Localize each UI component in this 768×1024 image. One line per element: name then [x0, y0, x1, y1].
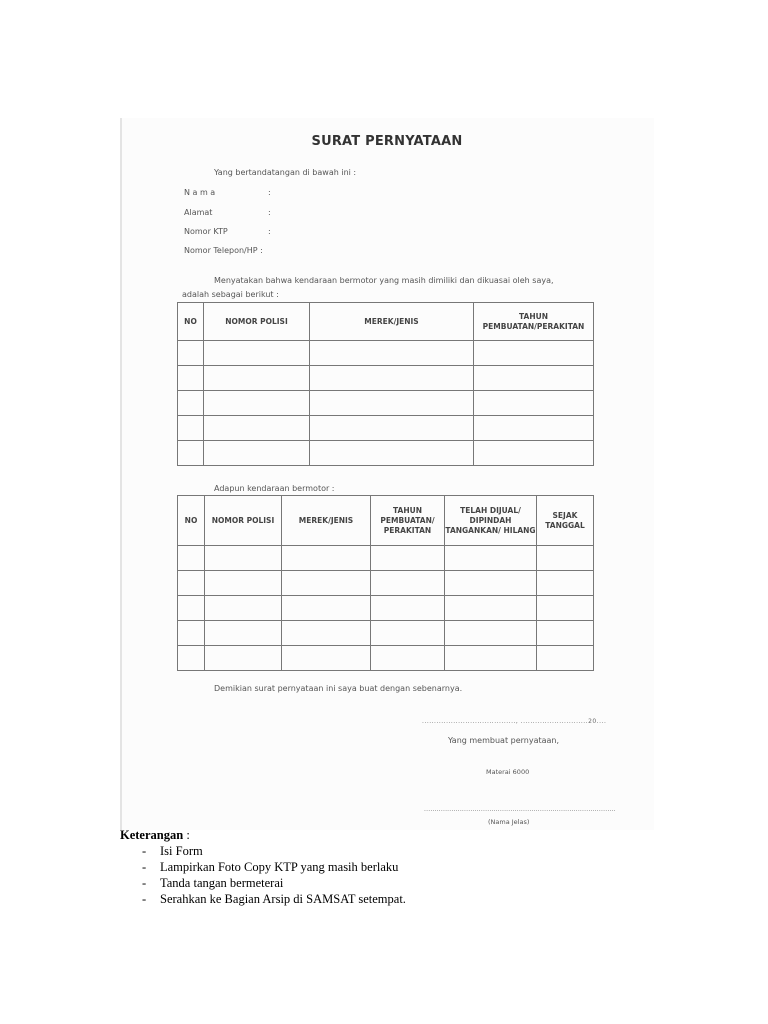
table-header-row [178, 303, 594, 341]
col-sejak-tanggal: SEJAK TANGGAL [537, 496, 594, 546]
list-item [120, 875, 392, 891]
col-merek-jenis: MEREK/JENIS [310, 303, 474, 341]
col-nomor-polisi: NOMOR POLISI [204, 303, 310, 341]
table-row [178, 391, 594, 416]
col-tahun-pembuatan: TAHUN PEMBUATAN/ PERAKITAN [371, 496, 445, 546]
col-nomor-polisi: NOMOR POLISI [205, 496, 282, 546]
notes-heading-colon: : [183, 828, 190, 842]
col-no: NO [178, 303, 204, 341]
note-text: Serahkan ke Bagian Arsip di SAMSAT setempat. [160, 892, 406, 906]
stamp-label: Materai 6000 [486, 768, 530, 776]
table-row [178, 621, 594, 646]
table-row [178, 571, 594, 596]
list-item [120, 891, 406, 907]
vehicle-owned-table [177, 302, 594, 466]
col-tahun-pembuatan: TAHUN PEMBUATAN/PERAKITAN [474, 303, 594, 341]
name-caption: (Nama Jelas) [488, 818, 530, 826]
col-merek-jenis: MEREK/JENIS [282, 496, 371, 546]
form-title: SURAT PERNYATAAN [311, 134, 463, 149]
field-nama-colon: : [268, 188, 271, 197]
notes-heading: Keterangan [120, 828, 184, 842]
field-nama-label: N a m a [184, 188, 216, 197]
table-row [178, 546, 594, 571]
field-alamat-label: Alamat [184, 208, 213, 217]
table-header-row [178, 496, 594, 546]
scanned-form [120, 118, 654, 830]
notes-heading-row [120, 828, 392, 843]
intro-text: Yang bertandatangan di bawah ini : [214, 168, 357, 177]
signer-label: Yang membuat pernyataan, [448, 736, 560, 745]
bullet-dash: - [142, 860, 147, 874]
name-line: ........................................................................................... [424, 806, 616, 813]
place-date-line: ......................................., ............................20.... [422, 718, 607, 725]
bullet-dash: - [142, 844, 147, 858]
col-status: TELAH DIJUAL/ DIPINDAH TANGANKAN/ HILANG [445, 496, 537, 546]
table-row [178, 366, 594, 391]
note-text: Tanda tangan bermeterai [160, 876, 284, 890]
section2-text: Adapun kendaraan bermotor : [214, 484, 335, 493]
statement-line-2: adalah sebagai berikut : [182, 290, 279, 299]
bullet-dash: - [142, 876, 147, 890]
vehicle-transferred-table [177, 495, 594, 671]
table-row [178, 596, 594, 621]
notes-list [120, 843, 406, 907]
table-row [178, 646, 594, 671]
closing-text: Demikian surat pernyataan ini saya buat dengan sebenarnya. [214, 684, 463, 693]
table-row [178, 416, 594, 441]
statement-line-1: Menyatakan bahwa kendaraan bermotor yang masih dimiliki dan dikuasai oleh saya, [214, 276, 554, 285]
note-text: Isi Form [160, 844, 203, 858]
field-ktp-colon: : [268, 227, 271, 236]
table-row [178, 341, 594, 366]
field-ktp-label: Nomor KTP [184, 227, 228, 236]
field-alamat-colon: : [268, 208, 271, 217]
notes-section [120, 828, 406, 907]
table-row [178, 441, 594, 466]
col-no: NO [178, 496, 205, 546]
list-item [120, 859, 399, 875]
list-item [120, 843, 392, 859]
bullet-dash: - [142, 892, 147, 906]
note-text: Lampirkan Foto Copy KTP yang masih berlaku [160, 860, 399, 874]
field-telepon-label: Nomor Telepon/HP : [184, 246, 263, 255]
